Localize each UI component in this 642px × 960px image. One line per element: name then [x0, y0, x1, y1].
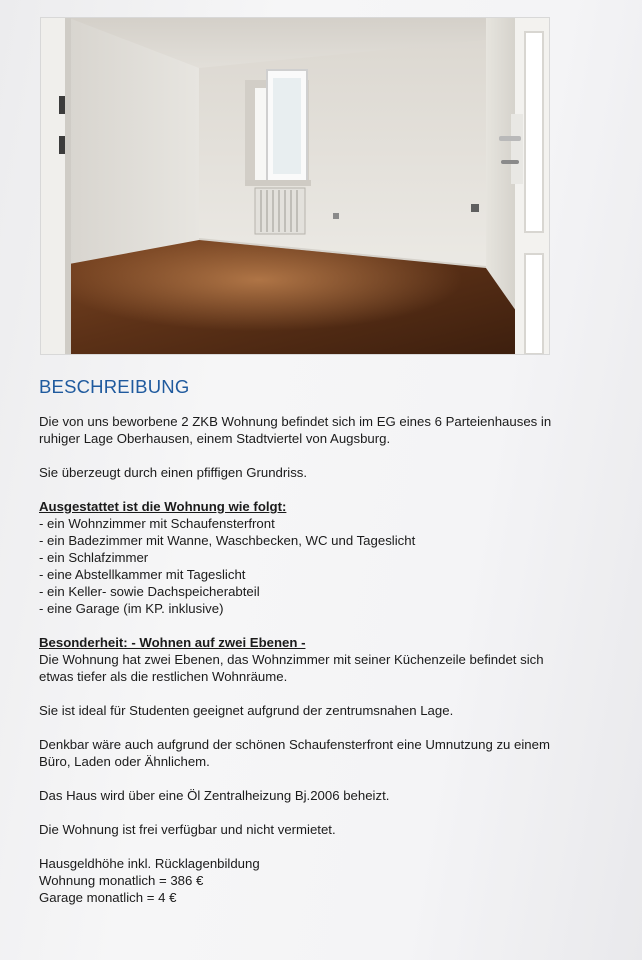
intro-line-1: Die von uns beworbene 2 ZKB Wohnung befindet sich im EG eines 6 Parteienhauses in: [39, 414, 552, 429]
intro-line-2: ruhiger Lage Oberhausen, einem Stadtviertel von Augsburg.: [39, 431, 391, 446]
availability-paragraph: Die Wohnung ist frei verfügbar und nicht vermietet.: [39, 822, 336, 837]
list-item: - ein Badezimmer mit Wanne, Waschbecken, WC und Tageslicht: [39, 533, 416, 548]
special-line-1: Die Wohnung hat zwei Ebenen, das Wohnzimmer mit seiner Küchenzeile befindet sich: [39, 652, 544, 667]
conversion-paragraph: [39, 736, 599, 770]
conversion-line-1: Denkbar wäre auch aufgrund der schönen Schaufensterfront eine Umnutzung zu einem: [39, 737, 550, 752]
special-title: Besonderheit: - Wohnen auf zwei Ebenen -: [39, 635, 306, 650]
list-item: - ein Schlafzimmer: [39, 550, 149, 565]
fees-apartment: Wohnung monatlich = 386 €: [39, 873, 204, 888]
room-photo: [41, 18, 549, 354]
list-item: - eine Abstellkammer mit Tageslicht: [39, 567, 246, 582]
heating-paragraph: Das Haus wird über eine Öl Zentralheizung Bj.2006 beheizt.: [39, 788, 390, 803]
intro-paragraph: [39, 413, 599, 447]
equipment-title: Ausgestattet ist die Wohnung wie folgt:: [39, 499, 287, 514]
list-item: - eine Garage (im KP. inklusive): [39, 601, 224, 616]
floorplan-paragraph: Sie überzeugt durch einen pfiffigen Grundriss.: [39, 465, 308, 480]
fees-line-1: Hausgeldhöhe inkl. Rücklagenbildung: [39, 856, 260, 871]
special-line-2: etwas tiefer als die restlichen Wohnräume.: [39, 669, 288, 684]
equipment-list: [39, 515, 599, 617]
room-photo-illustration: [41, 18, 549, 354]
special-paragraph: [39, 651, 599, 685]
list-item: - ein Keller- sowie Dachspeicherabteil: [39, 584, 260, 599]
description-section: [39, 378, 599, 906]
description-heading: BESCHREIBUNG: [39, 376, 190, 397]
conversion-line-2: Büro, Laden oder Ähnlichem.: [39, 754, 210, 769]
fees-paragraph: [39, 855, 599, 906]
fees-garage: Garage monatlich = 4 €: [39, 890, 177, 905]
students-paragraph: Sie ist ideal für Studenten geeignet aufgrund der zentrumsnahen Lage.: [39, 703, 454, 718]
list-item: - ein Wohnzimmer mit Schaufensterfront: [39, 516, 275, 531]
